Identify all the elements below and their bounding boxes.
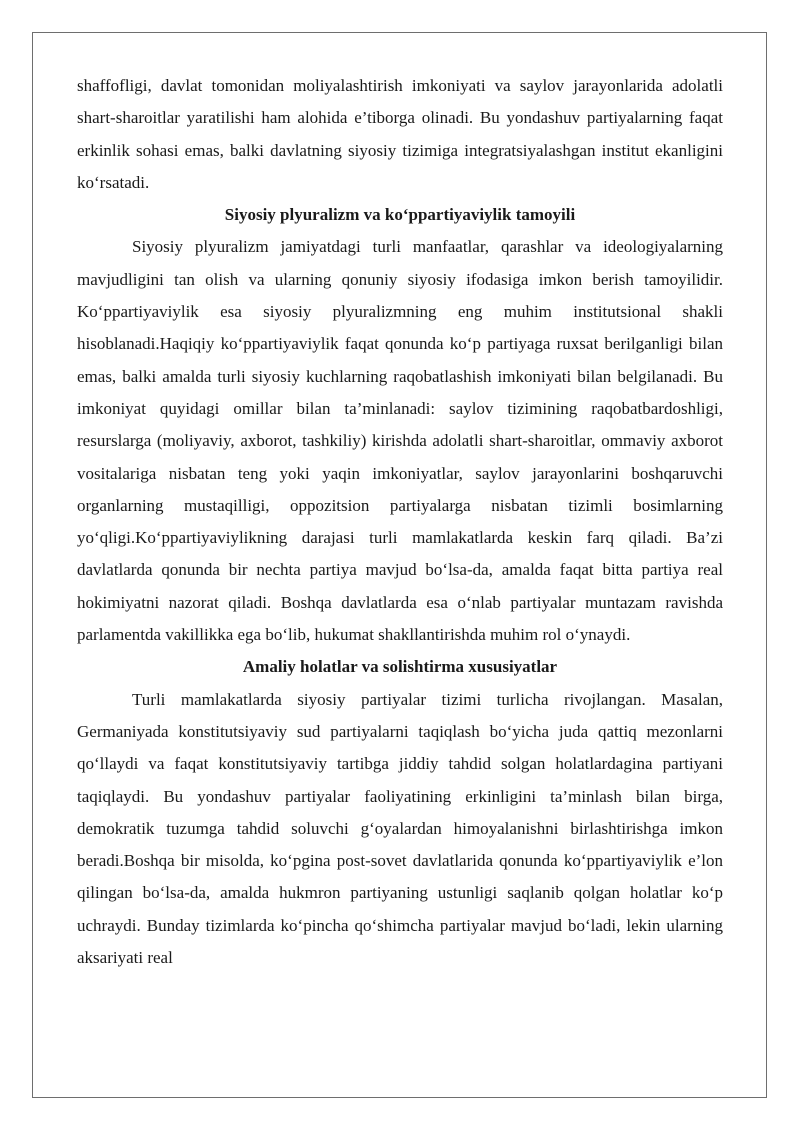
paragraph-pluralism: Siyosiy plyuralizm jamiyatdagi turli manfaatlar, qarashlar va ideologiyalarning mavjudligini tan olish va ularning qonuniy siyosiy ifodasiga imkon berish tamoyilidir. Ko‘ppartiyaviylik esa siyosiy plyuralizmning eng muhim institutsional shakli hisoblanadi.Haqiqiy ko‘ppartiyaviylik faqat qonunda ko‘p partiyaga ruxsat berilganligi bilan emas, balki amalda turli siyosiy kuchlarning raqobatlashish imkoniyati bilan belgilanadi. Bu imkoniyat quyidagi omillar bilan ta’minlanadi: saylov tizimining raqobatbardoshligi, resurslarga (moliyaviy, axborot, tashkiliy) kirishda adolatli shart-sharoitlar, ommaviy axborot vositalariga nisbatan teng yoki yaqin imkoniyatlar, saylov jarayonlarini boshqaruvchi organlarning mustaqilligi, oppozitsion partiyalarga nisbatan tizimli bosimlarning yo‘qligi.Ko‘ppartiyaviylikning darajasi turli mamlakatlarda keskin farq qiladi. Ba’zi davlatlarda qonunda bir nechta partiya mavjud bo‘lsa-da, amalda faqat bitta partiya real hokimiyatni nazorat qiladi. Boshqa davlatlarda esa o‘nlab partiyalar muntazam ravishda parlamentda vakillikka ega bo‘lib, hukumat shakllantirishda muhim rol o‘ynaydi. (77, 237, 723, 645)
section-heading-pluralism: Siyosiy plyuralizm va ko‘ppartiyaviylik tamoyili (224, 205, 576, 225)
document-body (77, 70, 723, 974)
paragraph-intro: shaffofligi, davlat tomonidan moliyalashtirish imkoniyati va saylov jarayonlarida adolatli shart-sharoitlar yaratilishi ham alohida e’tiborga olinadi. Bu yondashuv partiyalarning faqat erkinlik sohasi emas, balki davlatning siyosiy tizimiga integratsiyalashgan institut ekanligini ko‘rsatadi. (77, 76, 723, 192)
section-heading-practical-cases: Amaliy holatlar va solishtirma xususiyatlar (242, 657, 558, 677)
paragraph-practical-cases: Turli mamlakatlarda siyosiy partiyalar tizimi turlicha rivojlangan. Masalan, Germaniyada konstitutsiyaviy sud partiyalarni taqiqlash bo‘yicha juda qattiq mezonlarni qo‘llaydi va faqat konstitutsiyaviy tartibga jiddiy tahdid solgan holatlardagina partiyani taqiqlaydi. Bu yondashuv partiyalar faoliyatining erkinligini ta’minlash bilan birga, demokratik tuzumga tahdid soluvchi g‘oyalardan himoyalanishni birlashtirishga imkon beradi.Boshqa bir misolda, ko‘pgina post-sovet davlatlarida qonunda ko‘ppartiyaviylik e’lon qilingan bo‘lsa-da, amalda hukmron partiyaning ustunligi saqlanib qolgan holatlar ko‘p uchraydi. Bunday tizimlarda ko‘pincha qo‘shimcha partiyalar mavjud bo‘ladi, lekin ularning aksariyati real (77, 689, 723, 968)
